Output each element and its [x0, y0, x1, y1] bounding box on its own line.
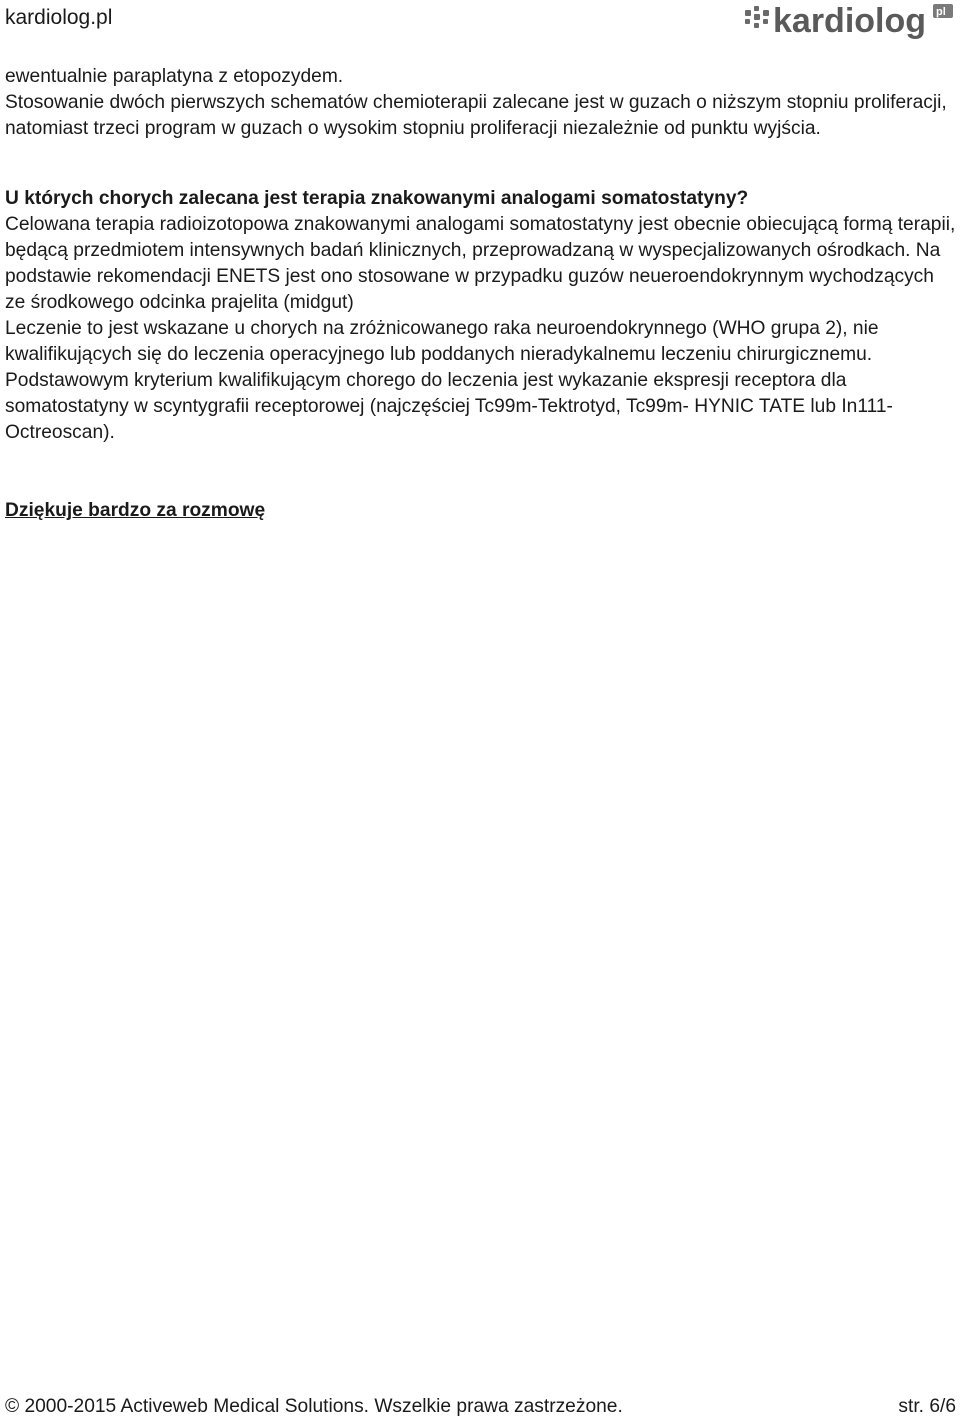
logo-suffix: pl [936, 6, 946, 18]
intro-paragraph: Stosowanie dwóch pierwszych schematów chemioterapii zalecane jest w guzach o niższym stopniu proliferacji, natomiast trzeci program w guzach o wysokim stopniu proliferacji niezależnie od punktu wyjścia. [5, 92, 947, 139]
logo-dots-icon [745, 6, 769, 28]
closing-thanks: Dziękuje bardzo za rozmowę [5, 500, 266, 521]
answer-paragraph-3: Podstawowym kryterium kwalifikującym chorego do leczenia jest wykazanie ekspresji receptora dla somatostatyny w scyntygrafii receptorowej (najczęściej Tc99m-Tektrotyd, Tc99m- HYNIC TATE lub In111-Octreoscan). [5, 370, 893, 443]
answer-paragraph-1: Celowana terapia radioizotopowa znakowanymi analogami somatostatyny jest obecnie obiecującą formą terapii, będącą przedmiotem intensywnych badań klinicznych, przeprowadzaną w wyspecjalizowanych ośrodkach. Na podstawie rekomendacji ENETS jest ono stosowane w przypadku guzów neueroendokrynnym wychodzących ze środkowego odcinka prajelita (midgut) [5, 214, 956, 313]
footer-copyright: © 2000-2015 Activeweb Medical Solutions. Wszelkie prawa zastrzeżone. [5, 1396, 623, 1417]
site-name: kardiolog.pl [5, 6, 113, 29]
page-number: str. 6/6 [898, 1396, 956, 1417]
answer-paragraph-2: Leczenie to jest wskazane u chorych na zróżnicowanego raka neuroendokrynnego (WHO grupa 2), nie kwalifikujących się do leczenia operacyjnego lub poddanych nieradykalnemu leczeniu chirurgicznemu. [5, 318, 879, 365]
logo-wordmark: kardiolog [773, 2, 927, 40]
kardiolog-logo [741, 0, 956, 42]
question-heading: U których chorych zalecana jest terapia znakowanymi analogami somatostatyny? [5, 188, 749, 209]
article-body [5, 64, 957, 524]
intro-line: ewentualnie paraplatyna z etopozydem. [5, 66, 344, 87]
